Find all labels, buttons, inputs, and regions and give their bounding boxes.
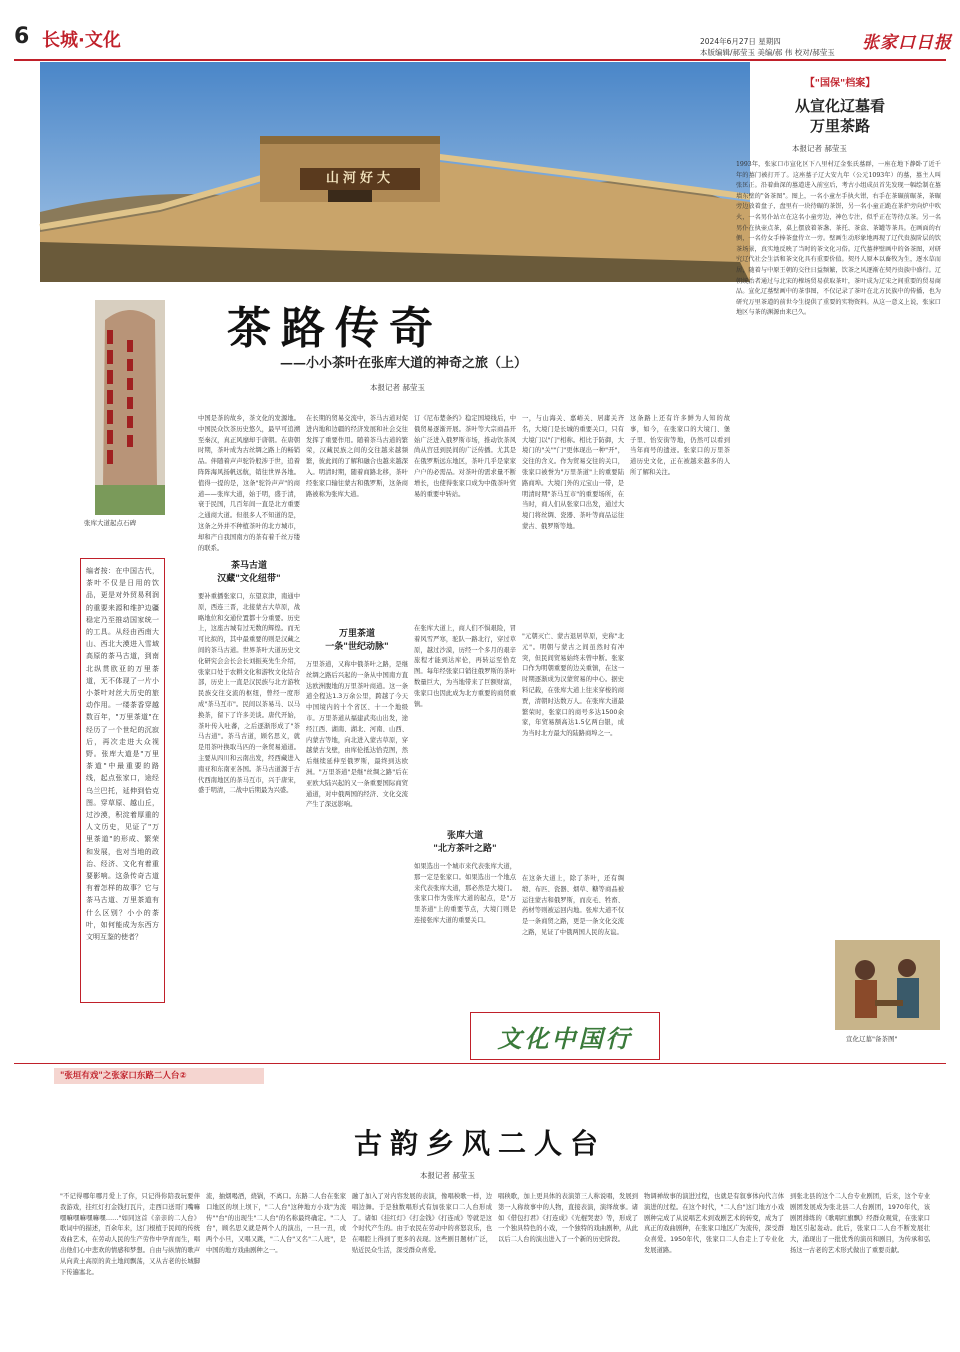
subhead-tea-road: 万里茶道 一条"世纪动脉" [325,629,389,652]
sidebar-text: 1993年，张家口市宣化区下八里村辽金张氏墓群，一座在地下静卧了近千年的墓门被打开了。这座墓子辽大安九年（公元1093年）的墓，墓主人叫张匡正。沿着曲深的墓道进入前室后，考古小组成员首先发现一幅绘制在墓墙东壁的"备茶图"。图上，一名小童左手执火钳，右手在茶碾前碾茶，茶碾旁边放着盘子，盘里有一块待碾的茶饼，另一名小童正跪在茶炉旁向炉中吹火，一名男仆站立在这名小童旁边，神色专注，似乎正在等待点茶。另一名男仆在执壶点茶，桌上摆放着茶盏、茶托、茶盒、茶罐等茶具。在画面的右侧，一名侍女手捧茶盘侍立一旁。壁画生动形象地再现了辽代贵族阶层的饮茶场景，真实地反映了当时的茶文化习俗。辽代墓葬壁画中的备茶图，对研究辽代社会生活和茶文化具有重要价值。契丹人原本以畜牧为生，逐水草而居，随着与中原王朝的交往日益频繁，饮茶之风逐渐在契丹贵族中盛行。辽朝统治者通过与北宋的榷场贸易获取茶叶，茶叶成为辽宋之间重要的贸易商品。宣化辽墓壁画中的茶事图，不仅记录了茶叶在北方民族中的传播，也为研究万里茶道的前世今生提供了重要的实物资料。从这一意义上说，张家口地区与茶的渊源由来已久。 [736,161,941,317]
series-band: "张垣有戏"之张家口东路二人台② [54,1068,264,1084]
sidebar-title: 从宣化辽墓看 万里茶路 [794,97,885,135]
art2-col2-text: 流，抽烟喝酒，烧锅，不离口。东路二人台在张家口地区的坝上坝下，"二人台"这种地方小戏"为流传""台"的出现生"二人台"的名称最终确定。"二人台"，顾名思义就是两个人的演出，一旦一丑，或两个小旦，又唱又跳，"二人台"又名"二人班"，是中国的地方戏曲剧种之一。 [206,1193,346,1254]
main-col3c-text: 如果选出一个城市来代表张库大道，那一定是张家口。如果选出一个地点来代表张库大道，那必然是大境门。张家口作为张库大道的起点，是"万里茶道"上的重要节点，大境门则是连接张库大道的重要关口。 [414,863,516,924]
main-col4b-text: "元朝灭亡、蒙古退居草原，史称"北元"。明朝与蒙古之间虽然时有冲突，但民间贸易始终未曾中断。张家口作为明朝重要的边关重镇，在这一时期逐渐成为汉蒙贸易的中心。据史料记载，在张库大道上往来穿梭的商贾，清朝时达数万人。在张库大道最繁荣时，张家口的商号多达1500余家，年贸易额高达1.5亿两白银，成为当时北方最大的陆路商埠之一。 [522,633,624,738]
main-col3-text: 订《尼布楚条约》稳定国境线后，中俄贸易逐渐开展。茶叶等大宗商品开始广泛进入俄罗斯市场，推动饮茶风尚从宫廷到民间的广泛传播。尤其是在俄罗斯远东地区，茶叶几乎是家家户户的必需品。对茶叶的需求量不断增长，也使得张家口成为中俄茶叶贸易的重要中转站。 [414,415,516,498]
page-number: 6 [14,24,30,49]
art2-col6-text: 到张北县的这个二人台专业剧团，后来，这个专业剧团发展成为张北县二人台剧团，1970年代，该剧团排练的《歌唱红旗飘》经群众观赏，在张家口地区引起轰动。此后，张家口二人台不断发展壮大，涌现出了一批优秀的演员和剧目，为传承和弘扬这一古老的艺术形式做出了重要贡献。 [790,1193,930,1254]
section-divider [14,1063,946,1064]
editor-note-text: 编者按：在中国古代，茶叶不仅是日用的饮品，更是对外贸易利润的重要来源和维护边疆稳定乃至推动国家统一的工具。从经由西南大山、西北大漠进入雪域高原的茶马古道，到南北纵贯欧亚的万里茶道，无不体现了一片小小茶叶对丝大历史的旅动作用。一缕茶香穿越数百年，"万里茶道"在经历了一个世纪的沉寂后，再次走进大众视野。张库大道是"万里茶道"中最重要的路线，起点张家口，途经乌兰巴托，延伸到恰克图。穿草原、越山丘，过沙漠，积淀着厚重的人文历史，见证了"万里茶道"的形成、繁荣和发展，也对当地的政治、经济、文化有着重要影响。这条传奇古道有着怎样的故事？它与茶马古道、万里茶道有什么区别？小小的茶叶，如何能成为东西方文明互鉴的使者？ [86,567,159,942]
newspaper-logo: 张家口日报 [862,33,952,53]
article2-title: 古韵乡风二人台 [353,1127,606,1160]
editors-line: 本版编辑/郝莹玉 美编/郝 伟 校对/郝莹玉 [700,48,835,57]
header-rule [14,59,946,61]
sidebar-byline: 本报记者 郝莹玉 [792,144,847,153]
culture-china-banner [470,1012,660,1060]
tea-mural-caption: 宣化辽墓"备茶图" [846,1035,898,1043]
article2-byline: 本报记者 郝莹玉 [420,1171,475,1180]
tea-mural-photo [835,940,940,1030]
editor-note-box [80,558,165,1003]
main-article-title: 茶路传奇 [227,303,443,354]
stone-tablet-photo [95,300,165,515]
main-col2b-text: 万里茶道，又称中俄茶叶之路，是继丝绸之路后兴起的一条从中国南方直达欧洲腹地的万里茶叶商道。这一条道全程达1.3万余公里，跨越了今天中国境内的十个省区、十一个地级市。万里茶道从福建武夷山出发，途经江西、湖南、湖北、河南、山西、内蒙古等地，向北进入蒙古草原，穿越蒙古戈壁，由库伦抵达恰克图，然后继续延伸至俄罗斯，最终到达欧洲。"万里茶道"是继"丝绸之路"后在亚欧大陆兴起的又一条重要国际商贸通道，对中俄两国的经济、文化交流产生了深远影响。 [306,661,408,809]
section-title: 长城·文化 [42,30,121,51]
gate-plaque: 山河好大 [300,168,420,190]
art2-col3-text: 融了加入了对内容发展的表演，像唱秧歌一样，边唱边舞。于是独数唱形式有加张家口二人台形成了。诸如《挂红灯》《打金钱》《打连成》等就是这个时代产生的。由于农民在劳动中的喜怒哀乐，也在唱腔上得到了更多的表现。这些剧目题材广泛，贴近民众生活，深受群众喜爱。 [352,1193,492,1254]
main-article-byline: 本报记者 郝莹玉 [370,383,425,392]
main-col1-text: 中国是茶的故乡，茶文化的发源地。中国民众饮茶历史悠久，最早可追溯至秦汉，真正风靡却于唐朝。在唐朝时期，茶叶成为古丝绸之路上的畅销品。伴随着声声驼铃般涉于世，追着阵阵海风扬帆远航，销往世界各地。值得一提的是，这条"驼铃声声"的商道——张库大道，始于明，盛于清，衰于民国，几百年间一直是北方重要之通商大道。但很多人不知道的是，这条之外并不种植茶叶的北方城市，却和产自我国南方的茶有着千丝万缕的联系。 [198,415,300,552]
main-col3b-text: 在张库大道上，商人们不惧艰险，冒着风雪严寒，驼队一路北行，穿过草原，越过沙漠，历经一个多月的艰辛旅程才能到达库伦，再转运至恰克图。每年经张家口销往俄罗斯的茶叶数量巨大，为当地带来了巨额财富，张家口也因此成为北方重要的商贸重镇。 [414,625,516,708]
sidebar-tag: 【"国保"档案】 [804,78,876,89]
main-col2-text: 在长期的贸易交流中，茶马古道对促进内地和边疆的经济发展和社会交往发挥了重要作用。随着茶马古道的繁荣，汉藏民族之间的交往越来越频繁，彼此间的了解和融合也越来越深入。明清时期，随着商路北移，茶叶经张家口输往蒙古和俄罗斯，这条商路被称为张库大道。 [306,415,408,498]
main-col4-text: 一，与山海关、嘉峪关、居庸关齐名，大境门是长城的重要关口，只有大境门以"门"相称。相比于防御，大境门的"关""门"更体现出一种"开"，交往的含义。作为贸易交往的关口，张家口被誉为"万里茶道"上的重要陆路商埠。大境门外的元宝山一带，是明清时期"茶马互市"的重要场所，在当时，商人们从张家口出发，通过大境门将丝绸、瓷器、茶叶等商品运往蒙古、俄罗斯等地。 [522,415,624,530]
art2-col4-text: 唱秧歌，加上更具体的表演第三人称说唱，发展到第一人称故事中的人物，直接表演，演绎故事。诸如《借包打君》《打连成》《光棍哭妻》等，形成了一个独具特色的小戏，一个独特的戏曲剧种，从此以后二人台的演出进入了一个新的历史阶段。 [498,1193,638,1244]
main-col4c-text: 在这条大道上，除了茶叶，还有绸缎、布匹、瓷器、烟草、糖等商品被运往蒙古和俄罗斯，而皮毛、牲畜、药材等则被运回内地。张库大道不仅是一条商贸之路，更是一条文化交流之路，见证了中俄两国人民的友谊。 [522,875,624,936]
issue-date: 2024年6月27日 星期四 [700,37,781,46]
main-col1b-text: 要补重播张家口，东望京津，南通中原，西连三晋，北接蒙古大草原，战略地位和交通位置都十分重要。历史上，这座古城有过无数的辉煌。而无可比拟的，其中最重要的则是汉藏之间的茶马古道。世界茶叶大道历史文化研究会会长会长刘振英先生介绍，张家口处于农耕文化和游牧文化结合部，历史上一直是汉民族与北方游牧民族交往交流的枢纽，曾经一度形成"茶马互市"。民间以茶易马、以马换茶，留下了许多美谈。唐代开始，茶叶传入吐蕃，之后逐渐形成了"茶马古道"。茶马古道，顾名思义，就是用茶叶换取马匹的一条贸易通道。主要从四川和云南出发，经西藏进入南亚和东南亚各国。茶马古道源于古代西南地区的茶马互市，兴于唐宋，盛于明清，二战中后期最为兴盛。 [198,593,300,795]
art2-col1-text: "不记得哪年哪月爱上了你，只记得你陪我玩要伴我游戏，挂红灯打金钱打瓦片，走西口送哥门嘴嘛嘿嘛嘿嘛嘿嘛嘿……"如同这首《亲亲的二人台》歌词中的描述，百余年来，这门根植于民间的传统戏曲艺术，在劳动人民的生产劳作中孕育而生，唱出他们心中悲欢的情感和梦想。自由与纵情的歌声从向黄土高原的黄土地间飘荡，又从古老的长城脚下传遍塞北。 [60,1193,200,1276]
subhead-tea-horse-road: 茶马古道 汉藏"文化纽带" [217,561,281,584]
stone-tablet-caption: 张库大道起点石碑 [84,519,136,527]
banner-text: 文化中国行 [497,1023,633,1053]
art2-col5-text: 物调禅故事的演进过程，也就是有叙事体向代言体演进的过程。在这个时代，"二人台"这门地方小戏剧种完成了从说唱艺术到戏剧艺术的转变，成为了真正的戏曲剧种，在张家口地区广为流传，深受群众喜爱。1950年代，张家口二人台走上了专业化发展道路。 [644,1193,784,1254]
subhead-zhangku-road: 张库大道 "北方茶叶之路" [433,831,497,854]
main-col5-text: 这条路上还有许多鲜为人知的故事，如今，在张家口的大境门、堡子里、怡安街等地，仍然可以看到当年商号的遗迹。张家口的万里茶道历史文化，正在被越来越多的人所了解和关注。 [630,415,730,476]
main-article-subtitle: ——小小茶叶在张库大道的神奇之旅（上） [280,356,528,371]
